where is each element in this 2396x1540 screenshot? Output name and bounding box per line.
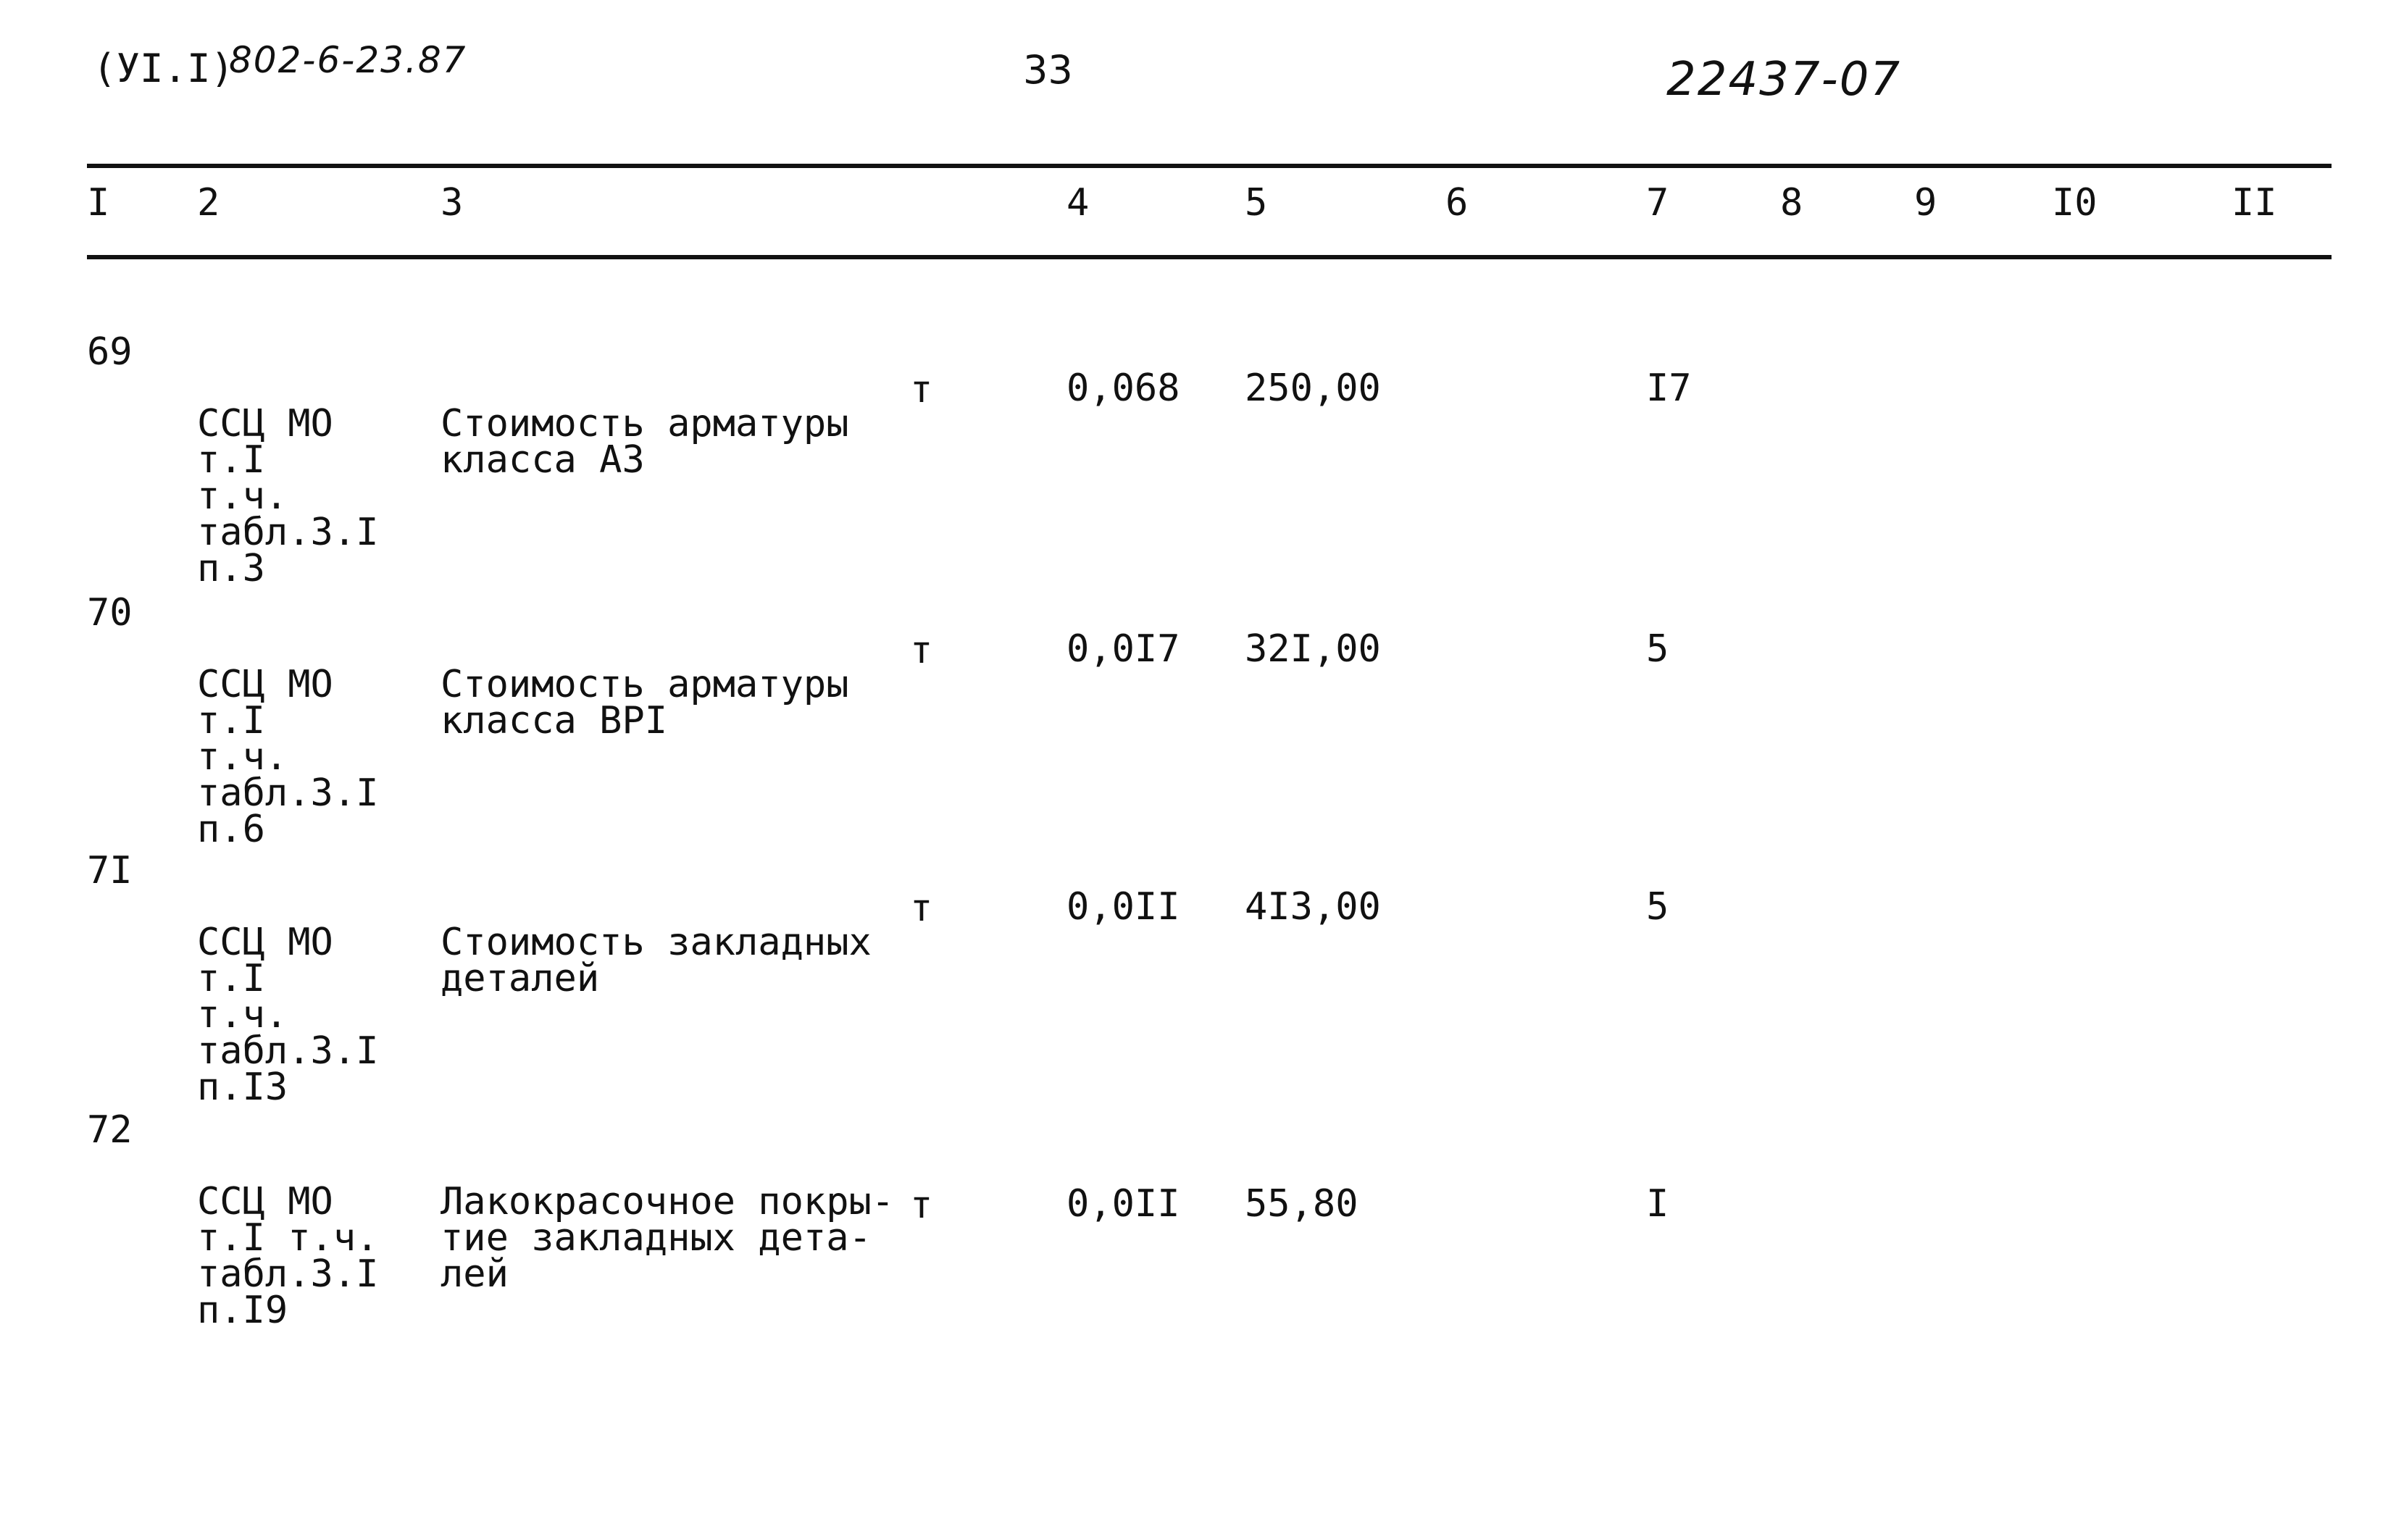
row-col7: I7 [1646, 367, 1692, 410]
row-quantity: 0,0II [1066, 1182, 1180, 1226]
row-quantity: 0,068 [1066, 367, 1180, 410]
header-code-typed: (УI.I) [93, 46, 235, 91]
table-header-rule [87, 255, 2332, 259]
col-header-6: 6 [1445, 181, 1469, 225]
row-description: Стоимость закладных деталей [441, 921, 872, 1000]
row-unit: т [910, 629, 933, 672]
row-reference: ССЦ МО т.I т.ч. табл.3.I п.6 [197, 663, 379, 851]
col-header-2: 2 [197, 181, 220, 225]
row-unit: т [910, 887, 933, 930]
row-number: 70 [87, 591, 133, 635]
header-code-handwritten: 802-6-23.87 [229, 39, 467, 81]
col-header-3: 3 [441, 181, 464, 225]
row-price: 4I3,00 [1245, 885, 1381, 929]
row-description: Стоимость арматуры класса ВРI [441, 663, 849, 742]
row-quantity: 0,0II [1066, 885, 1180, 929]
row-col7: 5 [1646, 885, 1669, 929]
row-col7: I [1646, 1182, 1669, 1226]
row-col7: 5 [1646, 627, 1669, 671]
row-reference: ССЦ МО т.I т.ч. табл.3.I п.3 [197, 402, 379, 590]
col-header-11: II [2232, 181, 2277, 225]
row-price: 55,80 [1245, 1182, 1358, 1226]
col-header-9: 9 [1914, 181, 1937, 225]
row-description: Лакокрасочное покры- тие закладных дета- лей [441, 1180, 895, 1296]
page-number: 33 [1023, 47, 1073, 93]
row-description: Стоимость арматуры класса АЗ [441, 402, 849, 482]
row-price: 32I,00 [1245, 627, 1381, 671]
document-number: 22437-07 [1666, 53, 1902, 106]
table-top-rule [87, 164, 2332, 168]
row-unit: т [910, 1184, 933, 1227]
row-price: 250,00 [1245, 367, 1381, 410]
row-number: 7I [87, 849, 133, 892]
row-reference: ССЦ МО т.I т.ч. табл.3.I п.I3 [197, 921, 379, 1109]
row-quantity: 0,0I7 [1066, 627, 1180, 671]
row-number: 72 [87, 1108, 133, 1152]
row-unit: т [910, 368, 933, 411]
row-number: 69 [87, 330, 133, 374]
col-header-5: 5 [1245, 181, 1268, 225]
col-header-1: I [87, 181, 110, 225]
col-header-8: 8 [1780, 181, 1803, 225]
col-header-7: 7 [1646, 181, 1669, 225]
col-header-4: 4 [1066, 181, 1090, 225]
col-header-10: I0 [2052, 181, 2097, 225]
row-reference: ССЦ МО т.I т.ч. табл.3.I п.I9 [197, 1180, 379, 1332]
